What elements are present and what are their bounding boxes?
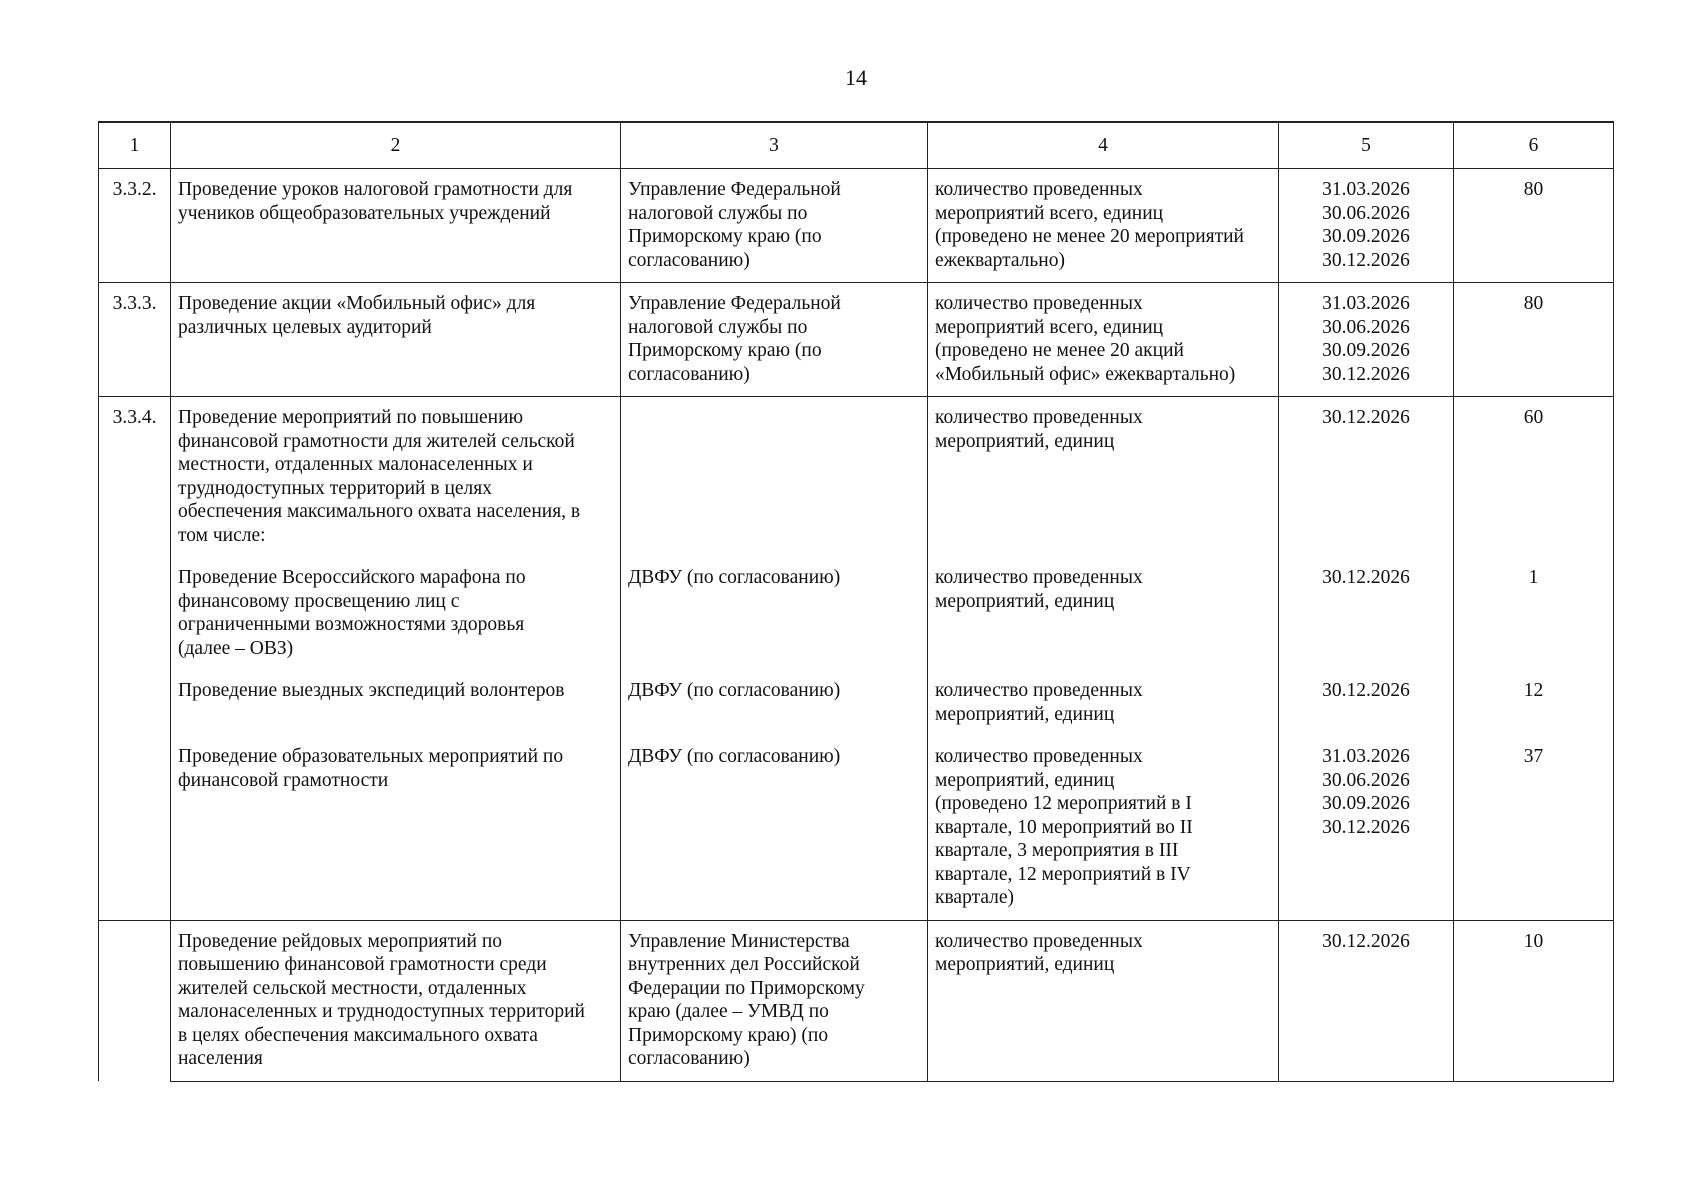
page-number: 14 — [845, 65, 867, 90]
measure-name-cell — [171, 670, 621, 736]
executor-line: Приморскому краю) (по — [628, 1024, 829, 1046]
header-cell-5: 5 — [1279, 122, 1454, 169]
header-cell-4: 4 — [928, 122, 1279, 169]
measure-name-line: жителей сельской местности, отдаленных — [178, 977, 527, 999]
executor-line: согласованию) — [628, 249, 750, 271]
row-number-cell — [99, 397, 171, 558]
row-number-cell — [99, 736, 171, 920]
deadline-line: 30.09.2026 — [1322, 793, 1410, 814]
deadline-cell — [1279, 736, 1454, 920]
indicator-cell — [928, 736, 1279, 920]
indicator-line: количество проведенных — [935, 746, 1143, 767]
deadline-line: 30.06.2026 — [1322, 316, 1410, 338]
plan-table — [98, 121, 1614, 1082]
measure-name-cell — [171, 169, 621, 283]
executor-cell — [621, 736, 928, 920]
table-row — [99, 283, 1614, 397]
deadline-line: 30.09.2026 — [1322, 340, 1410, 361]
header-cell-2: 2 — [171, 122, 621, 169]
measure-name-cell — [171, 397, 621, 558]
indicator-line: ежеквартально) — [935, 249, 1065, 271]
indicator-cell — [928, 557, 1279, 670]
measure-name-line: Проведение образовательных мероприятий по — [178, 746, 564, 767]
target-value: 1 — [1528, 567, 1539, 588]
executor-line: Федерации по Приморскому — [628, 977, 865, 999]
indicator-line: квартале) — [935, 887, 1015, 908]
executor-line: ДВФУ (по согласованию) — [628, 567, 841, 588]
executor-cell — [621, 283, 928, 397]
target-value: 60 — [1523, 407, 1544, 428]
target-value: 80 — [1523, 293, 1544, 314]
row-number-cell — [99, 283, 171, 397]
executor-line: Приморскому краю (по — [628, 340, 822, 361]
header-cell-1: 1 — [99, 122, 171, 169]
indicator-cell — [928, 670, 1279, 736]
measure-name-line: Проведение акции «Мобильный офис» для — [178, 293, 536, 314]
target-value-cell — [1454, 670, 1614, 736]
measure-name-line: Проведение рейдовых мероприятий по — [178, 930, 503, 952]
indicator-line: количество проведенных — [935, 567, 1143, 588]
deadline-cell — [1279, 920, 1454, 1081]
measure-name-line: населения — [178, 1048, 263, 1069]
table-row — [99, 920, 1614, 1081]
executor-cell — [621, 670, 928, 736]
header-cell-3: 3 — [621, 122, 928, 169]
measure-name-line: различных целевых аудиторий — [178, 316, 432, 338]
measure-name-cell — [171, 557, 621, 670]
indicator-line: мероприятий, единиц — [935, 769, 1115, 791]
deadline-line: 31.03.2026 — [1322, 746, 1410, 767]
deadline-line: 30.06.2026 — [1322, 202, 1410, 224]
row-number-cell — [99, 557, 171, 670]
deadline-line: 30.12.2026 — [1322, 407, 1410, 428]
measure-name-line: финансовому просвещению лиц с — [178, 590, 460, 612]
measure-name-line: малонаселенных и труднодоступных территорий — [178, 1001, 585, 1022]
deadline-cell — [1279, 283, 1454, 397]
indicator-line: количество проведенных — [935, 930, 1143, 952]
row-number-cell — [99, 920, 171, 1081]
executor-line: согласованию) — [628, 363, 750, 385]
indicator-cell — [928, 920, 1279, 1081]
deadline-line: 30.12.2026 — [1322, 363, 1410, 385]
measure-name-cell — [171, 736, 621, 920]
table-row — [99, 736, 1614, 920]
indicator-cell — [928, 283, 1279, 397]
indicator-line: квартале, 3 мероприятия в III — [935, 840, 1179, 861]
measure-name-cell — [171, 920, 621, 1081]
executor-line: внутренних дел Российской — [628, 954, 860, 975]
measure-name-line: финансовой грамотности — [178, 769, 389, 791]
measure-name-line: ограниченными возможностями здоровья — [178, 614, 525, 635]
deadline-line: 30.12.2026 — [1322, 930, 1410, 952]
indicator-line: количество проведенных — [935, 407, 1143, 428]
target-value-cell — [1454, 557, 1614, 670]
measure-name-line: обеспечения максимального охвата населения, в — [178, 501, 581, 522]
deadline-line: 31.03.2026 — [1322, 293, 1410, 314]
indicator-line: мероприятий, единиц — [935, 430, 1115, 452]
executor-line: Управление Федеральной — [628, 293, 841, 314]
measure-name-cell — [171, 283, 621, 397]
executor-line: краю (далее – УМВД по — [628, 1001, 829, 1022]
executor-line: Управление Федеральной — [628, 179, 841, 200]
indicator-line: (проведено 12 мероприятий в I — [935, 793, 1192, 814]
indicator-line: квартале, 12 мероприятий в IV — [935, 863, 1191, 885]
executor-line: налоговой службы по — [628, 316, 808, 338]
target-value: 80 — [1523, 179, 1544, 200]
indicator-line: (проведено не менее 20 мероприятий — [935, 226, 1244, 247]
target-value-cell — [1454, 920, 1614, 1081]
indicator-line: количество проведенных — [935, 179, 1143, 200]
deadline-line: 30.12.2026 — [1322, 567, 1410, 588]
measure-name-line: финансовой грамотности для жителей сельской — [178, 430, 575, 452]
target-value: 37 — [1523, 746, 1544, 767]
measure-name-line: том числе: — [178, 524, 266, 546]
measure-name-line: (далее – ОВЗ) — [178, 637, 294, 659]
table-row — [99, 670, 1614, 736]
measure-name-line: Проведение мероприятий по повышению — [178, 407, 524, 428]
executor-line: ДВФУ (по согласованию) — [628, 680, 841, 701]
deadline-line: 30.12.2026 — [1322, 816, 1410, 838]
indicator-line: мероприятий всего, единиц — [935, 316, 1164, 338]
target-value-cell — [1454, 283, 1614, 397]
target-value-cell — [1454, 169, 1614, 283]
target-value: 10 — [1523, 930, 1544, 952]
indicator-line: мероприятий всего, единиц — [935, 202, 1164, 224]
row-number: 3.3.2. — [112, 179, 157, 200]
measure-name-line: Проведение выездных экспедиций волонтеров — [178, 680, 565, 701]
measure-name-line: учеников общеобразовательных учреждений — [178, 202, 551, 224]
deadline-line: 30.09.2026 — [1322, 226, 1410, 247]
deadline-cell — [1279, 397, 1454, 558]
table-row — [99, 397, 1614, 558]
deadline-cell — [1279, 557, 1454, 670]
executor-cell — [621, 557, 928, 670]
executor-line: ДВФУ (по согласованию) — [628, 746, 841, 767]
executor-cell — [621, 920, 928, 1081]
indicator-line: количество проведенных — [935, 293, 1143, 314]
header-row — [99, 122, 1614, 169]
executor-line: согласованию) — [628, 1048, 750, 1069]
indicator-line: мероприятий, единиц — [935, 703, 1115, 725]
deadline-line: 30.12.2026 — [1322, 249, 1410, 271]
row-number: 3.3.4. — [112, 407, 157, 428]
deadline-cell — [1279, 169, 1454, 283]
executor-line: налоговой службы по — [628, 202, 808, 224]
target-value-cell — [1454, 736, 1614, 920]
indicator-line: «Мобильный офис» ежеквартально) — [935, 363, 1236, 385]
executor-cell — [621, 397, 928, 558]
deadline-line: 30.06.2026 — [1322, 769, 1410, 791]
row-number-cell — [99, 169, 171, 283]
indicator-line: мероприятий, единиц — [935, 590, 1115, 612]
measure-name-line: Проведение Всероссийского марафона по — [178, 567, 526, 588]
table-row — [99, 169, 1614, 283]
row-number: 3.3.3. — [112, 293, 157, 314]
header-cell-6: 6 — [1454, 122, 1614, 169]
measure-name-line: местности, отдаленных малонаселенных и — [178, 454, 533, 475]
executor-line: Управление Министерства — [628, 930, 850, 952]
table-row — [99, 557, 1614, 670]
row-number-cell — [99, 670, 171, 736]
executor-line: Приморскому краю (по — [628, 226, 822, 247]
indicator-line: (проведено не менее 20 акций — [935, 340, 1184, 361]
target-value: 12 — [1523, 680, 1544, 701]
deadline-line: 30.12.2026 — [1322, 680, 1410, 701]
executor-cell — [621, 169, 928, 283]
measure-name-line: Проведение уроков налоговой грамотности для — [178, 179, 573, 200]
deadline-line: 31.03.2026 — [1322, 179, 1410, 200]
deadline-cell — [1279, 670, 1454, 736]
indicator-line: квартале, 10 мероприятий во II — [935, 816, 1193, 838]
indicator-cell — [928, 397, 1279, 558]
measure-name-line: труднодоступных территорий в целях — [178, 477, 492, 499]
measure-name-line: повышению финансовой грамотности среди — [178, 954, 547, 975]
target-value-cell — [1454, 397, 1614, 558]
indicator-line: мероприятий, единиц — [935, 954, 1115, 975]
measure-name-line: в целях обеспечения максимального охвата — [178, 1024, 538, 1046]
indicator-cell — [928, 169, 1279, 283]
indicator-line: количество проведенных — [935, 680, 1143, 701]
